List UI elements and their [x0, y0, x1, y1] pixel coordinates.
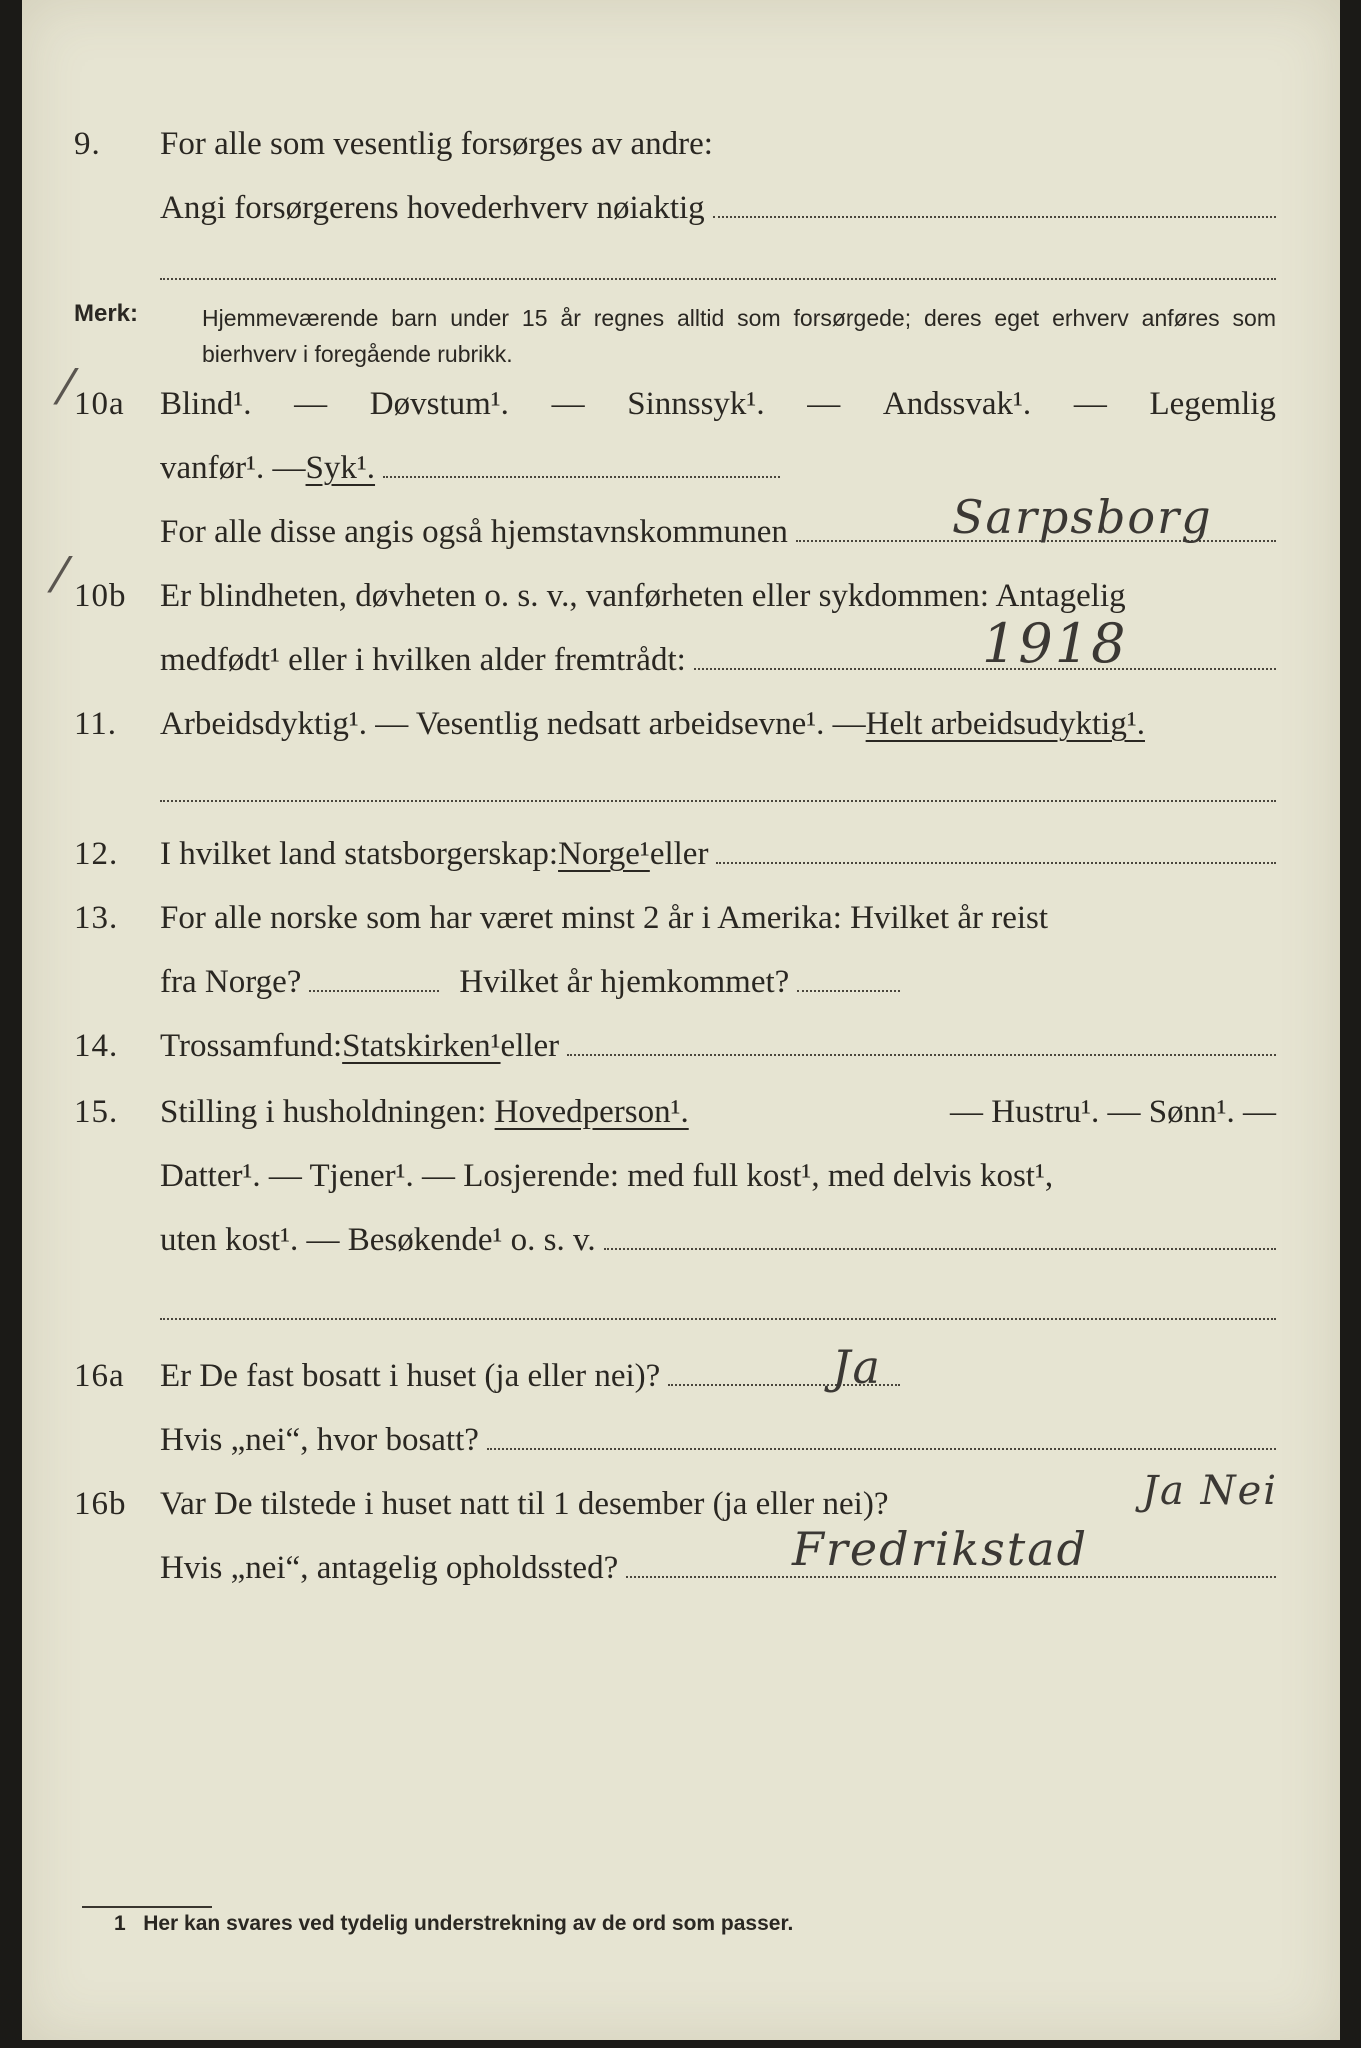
q16a-line2: Hvis „nei“, hvor bosatt? — [160, 1422, 479, 1458]
q9-number: 9. — [74, 126, 101, 162]
q15-number: 15. — [74, 1094, 119, 1130]
q9-answer-field[interactable] — [713, 216, 1276, 218]
q16b-handwritten-answer-1: Ja Nei — [1142, 1468, 1279, 1514]
footnote — [114, 1912, 793, 1936]
q15-line1-a: Stilling i husholdningen: — [160, 1094, 495, 1130]
q11-text-b: Helt arbeidsudyktig¹. — [865, 706, 1145, 742]
q11-extra-line — [160, 800, 1276, 802]
q14-text-c: eller — [500, 1028, 560, 1064]
q10a-line2-b: Syk¹. — [305, 450, 376, 486]
q15-line1-b: Hovedperson¹. — [494, 1094, 689, 1130]
q11-row — [22, 700, 1340, 756]
q15-row — [22, 1088, 1340, 1144]
q16a-row — [22, 1352, 1340, 1408]
q10a-line1-part: Døvstum¹. — [369, 386, 509, 422]
q10a-line1-part: — — [807, 386, 841, 422]
q13-number: 13. — [74, 900, 119, 936]
merk-label: Merk: — [74, 300, 139, 327]
footnote-rule — [82, 1906, 212, 1908]
q10a-line1-part: Legemlig — [1149, 386, 1276, 422]
q9-line2: Angi forsørgerens hovederhverv nøiaktig — [160, 190, 705, 226]
q12-text-b: Norge¹ — [558, 836, 650, 872]
q10a-line1-part: — — [551, 386, 585, 422]
q14-text-a: Trossamfund: — [160, 1028, 343, 1064]
q14-answer-field[interactable] — [567, 1054, 1276, 1056]
q10b-handwritten-answer: 1918 — [982, 612, 1128, 675]
q15-line3: uten kost¹. — Besøkende¹ o. s. v. — [160, 1222, 596, 1258]
q16b-number: 16b — [74, 1486, 127, 1522]
q15-extra-line — [160, 1318, 1276, 1320]
q13-line2-b: Hvilket år hjemkommet? — [459, 964, 790, 1000]
q10b-row2 — [22, 636, 1340, 692]
census-form-page — [22, 0, 1340, 2040]
q10a-line1-part: Blind¹. — [160, 386, 252, 422]
q13-line1: For alle norske som har været minst 2 år i Amerika: Hvilket år reist — [160, 900, 1049, 936]
q16b-opholdssted-field[interactable] — [626, 1576, 1276, 1578]
footnote-text: Her kan svares ved tydelig understrekning av de ord som passer. — [143, 1912, 794, 1935]
q10b-line1: Er blindheten, døvheten o. s. v., vanførheten eller sykdommen: Antagelig — [160, 578, 1126, 614]
q9-line1: For alle som vesentlig forsørges av andre: — [160, 126, 713, 162]
q10b-row — [22, 572, 1340, 628]
q16a-number: 16a — [74, 1358, 125, 1394]
q10b-line2: medfødt¹ eller i hvilken alder fremtrådt: — [160, 642, 686, 678]
q10a-number: 10a — [74, 386, 125, 422]
q12-text-a: I hvilket land statsborgerskap: — [160, 836, 559, 872]
q10a-line1-part: — — [1073, 386, 1107, 422]
q13-reist-field[interactable] — [309, 990, 439, 992]
q15-line2: Datter¹. — Tjener¹. — Losjerende: med full kost¹, med delvis kost¹, — [160, 1158, 1054, 1194]
q10a-line1-part: Sinnssyk¹. — [627, 386, 765, 422]
q12-answer-field[interactable] — [716, 862, 1276, 864]
q10a-line2-field[interactable] — [383, 476, 780, 478]
q16b-row2 — [22, 1544, 1340, 1600]
q16a-line1: Er De fast bosatt i huset (ja eller nei)? — [160, 1358, 661, 1394]
q12-number: 12. — [74, 836, 119, 872]
q11-text-a: Arbeidsdyktig¹. — Vesentlig nedsatt arbeidsevne¹. — — [160, 706, 866, 742]
q10a-line1-part: — — [294, 386, 328, 422]
q14-row — [22, 1022, 1340, 1078]
merk-text: Hjemmeværende barn under 15 år regnes alltid som forsørgede; deres eget erhverv anføres som bierhverv i foregående rubrikk. — [202, 305, 1276, 367]
footnote-mark: 1 — [114, 1912, 126, 1935]
margin-check-mark-2: ⁄ — [56, 548, 65, 604]
q10a-handwritten-answer: Sarpsborg — [952, 490, 1213, 544]
q15-line1-c: — Hustru¹. — Sønn¹. — — [950, 1094, 1276, 1130]
q10a-line1 — [160, 386, 1276, 423]
q9-row2 — [22, 184, 1340, 240]
q15-row2 — [22, 1152, 1340, 1208]
q15-row3 — [22, 1216, 1340, 1272]
q10a-line3: For alle disse angis også hjemstavnskommunen — [160, 514, 788, 550]
q14-text-b: Statskirken¹ — [342, 1028, 501, 1064]
q14-number: 14. — [74, 1028, 119, 1064]
q12-row — [22, 830, 1340, 886]
q9-row — [22, 120, 1340, 176]
q16a-bosatt-field[interactable] — [487, 1448, 1276, 1450]
q13-row2 — [22, 958, 1340, 1014]
q12-text-c: eller — [649, 836, 709, 872]
q13-hjemkommet-field[interactable] — [797, 990, 900, 992]
q11-number: 11. — [74, 706, 118, 742]
q16a-row2 — [22, 1416, 1340, 1472]
q16b-line1: Var De tilstede i huset natt til 1 desember (ja eller nei)? — [160, 1486, 889, 1522]
q10b-number: 10b — [74, 578, 127, 614]
q9-extra-line — [160, 278, 1276, 280]
q13-row — [22, 894, 1340, 950]
q16a-handwritten-answer: Ja — [832, 1340, 882, 1394]
q10a-line2-a: vanfør¹. — — [160, 450, 306, 486]
q10a-line1-part: Andssvak¹. — [882, 386, 1032, 422]
q15-answer-field[interactable] — [604, 1248, 1276, 1250]
q13-line2-a: fra Norge? — [160, 964, 302, 1000]
margin-check-mark-1: ⁄ — [62, 360, 71, 416]
q10a-row — [22, 380, 1340, 436]
q16b-line2: Hvis „nei“, antagelig opholdssted? — [160, 1550, 619, 1586]
q16b-handwritten-answer-2: Fredrikstad — [792, 1522, 1089, 1576]
